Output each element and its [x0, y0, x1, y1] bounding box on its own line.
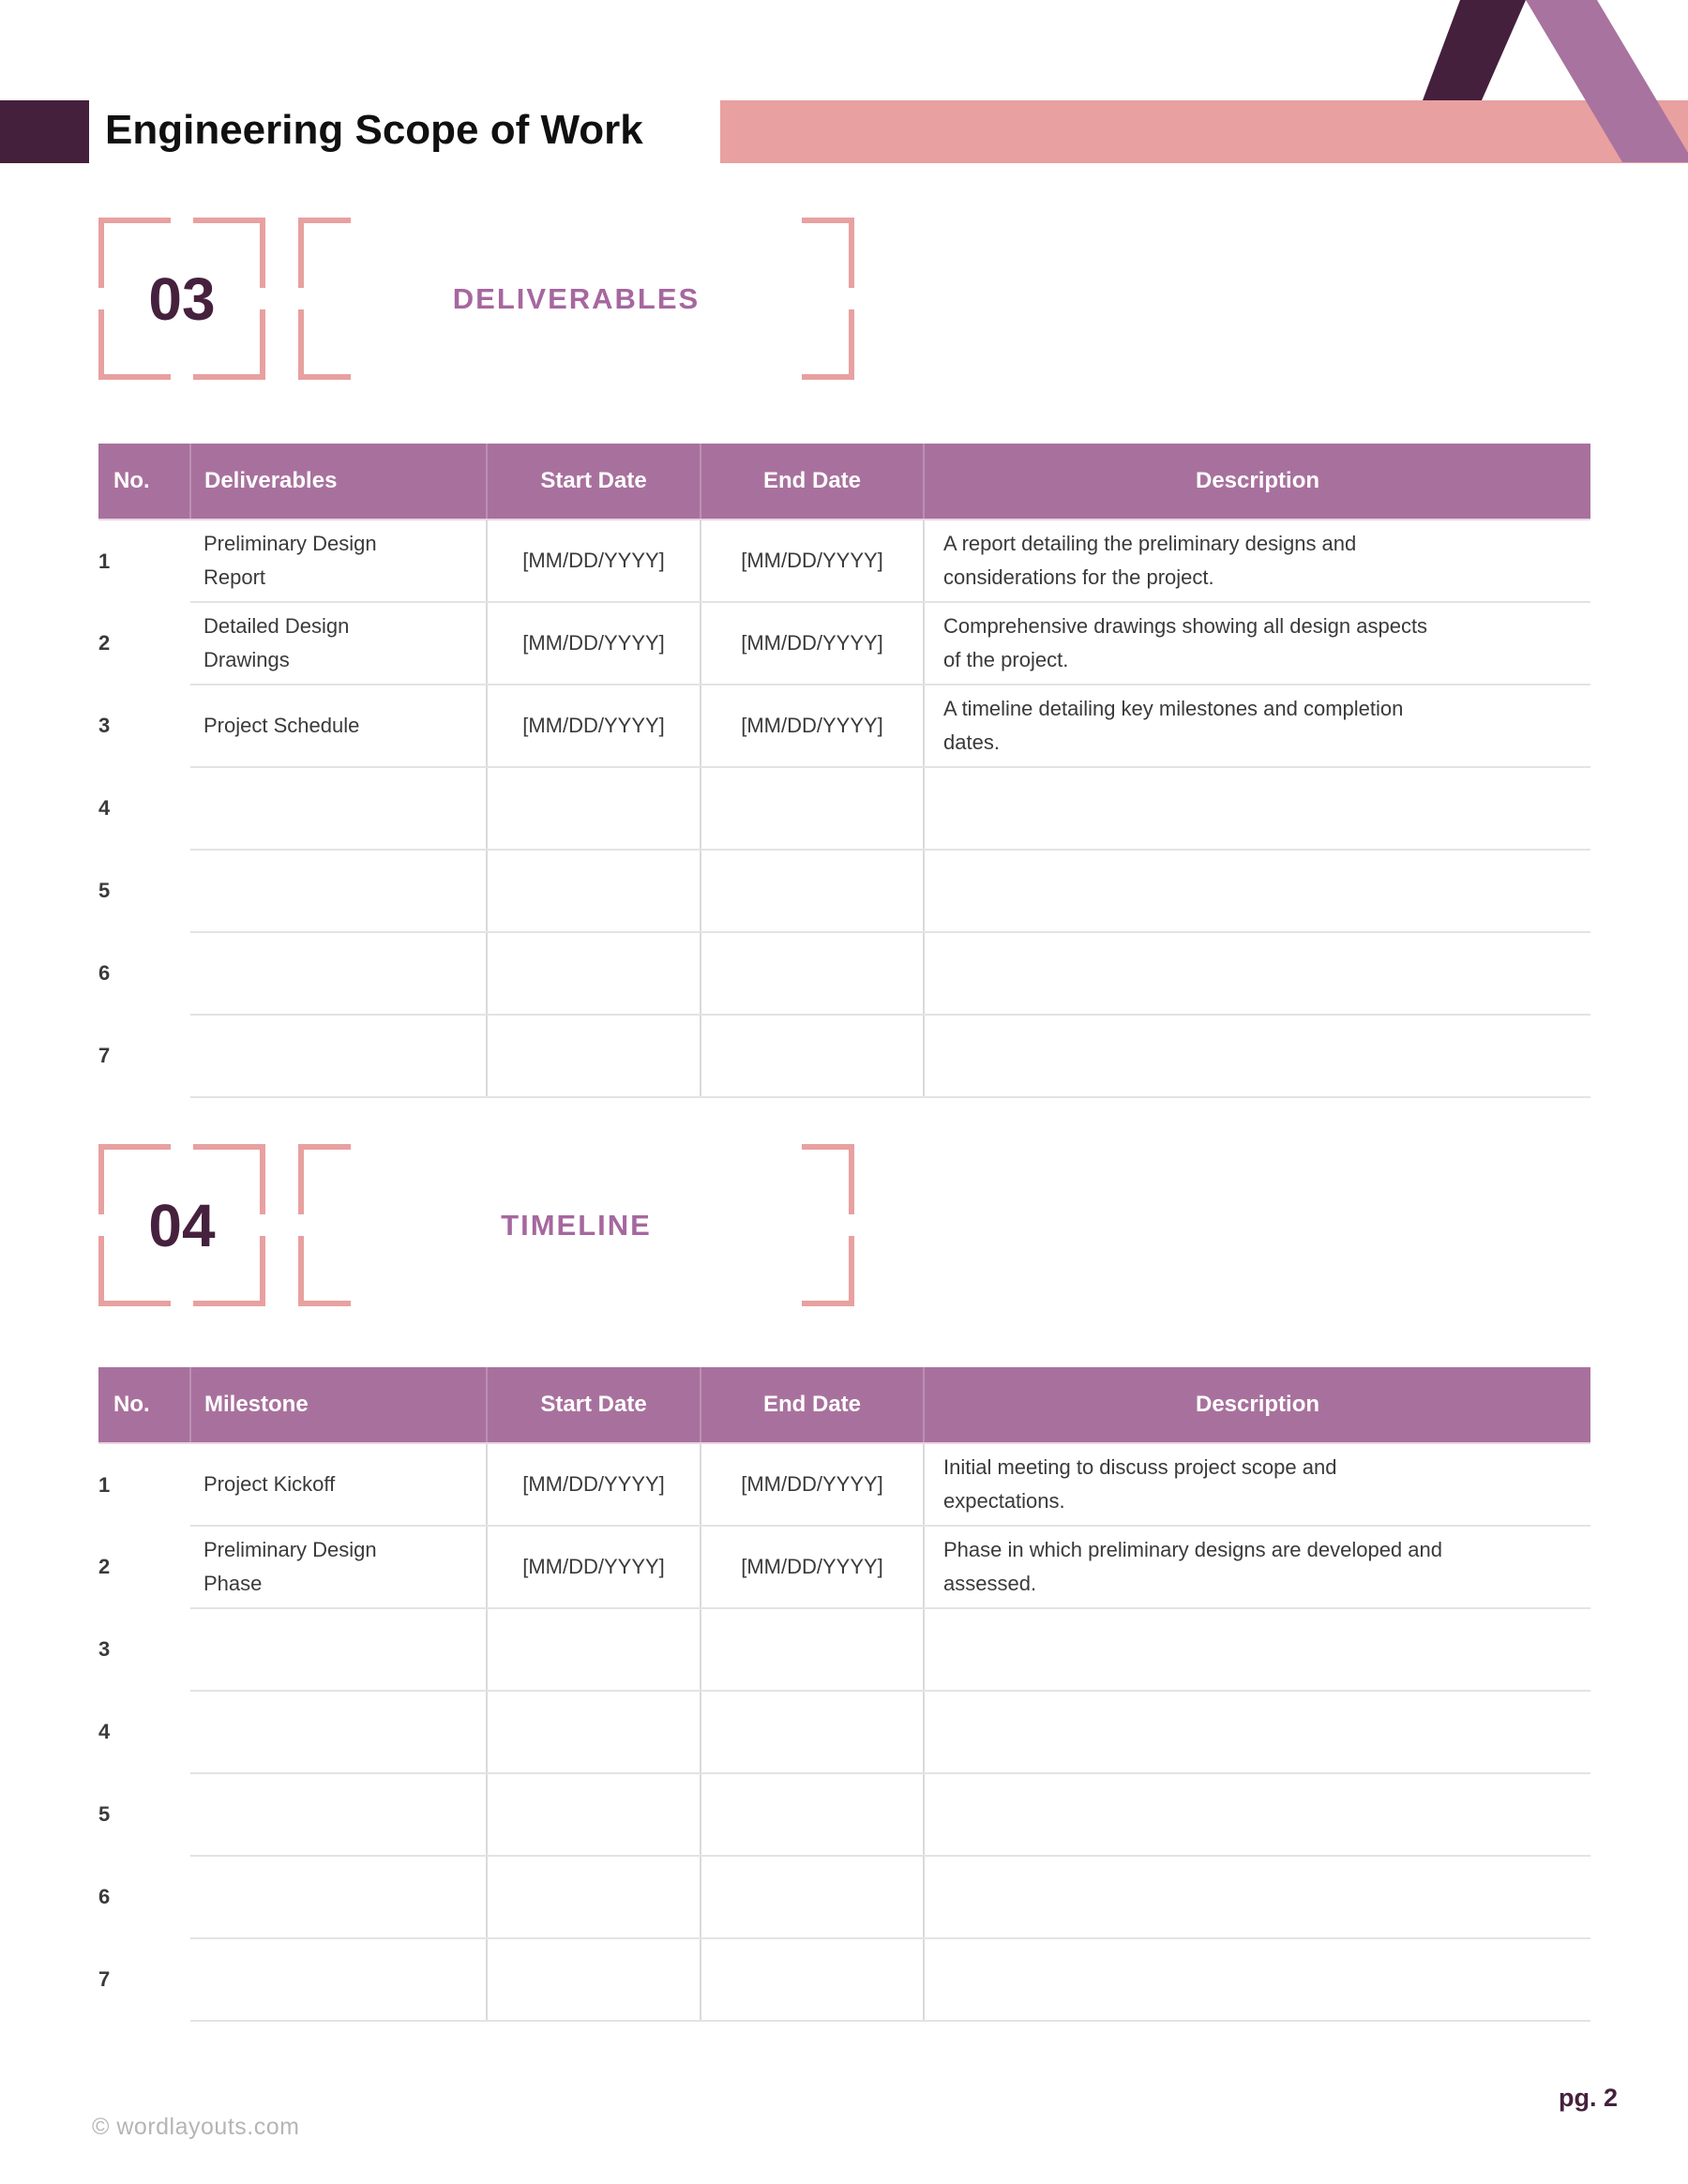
- start-date-cell: [487, 1691, 701, 1773]
- row-number-cell: 5: [98, 879, 111, 902]
- table-row: [98, 1526, 1590, 1608]
- section-title: TIMELINE: [501, 1208, 652, 1242]
- start-date-cell: [487, 850, 701, 932]
- table-row: [98, 932, 1590, 1015]
- start-date-cell: [MM/DD/YYYY]: [487, 1526, 701, 1608]
- item-cell: [190, 1015, 487, 1097]
- table-header-row: [98, 1367, 1590, 1443]
- end-date-cell: [701, 1773, 924, 1856]
- deliverables-table: [98, 444, 1590, 1098]
- header-decoration: [656, 0, 1688, 234]
- cell-text: Phase in which preliminary designs are developed and assessed.: [943, 1538, 1442, 1595]
- item-cell: [190, 1856, 487, 1938]
- item-cell: [190, 1773, 487, 1856]
- start-date-cell: [MM/DD/YYYY]: [487, 520, 701, 602]
- table-header-row: [98, 444, 1590, 520]
- end-date-cell: [701, 932, 924, 1015]
- column-header-startdate: Start Date: [487, 444, 701, 520]
- description-cell: [924, 932, 1590, 1015]
- section-timeline: [0, 1144, 1688, 1306]
- copyright-notice: © wordlayouts.com: [92, 2114, 300, 2140]
- column-header-deliverables: Deliverables: [190, 444, 487, 520]
- section-number-frame: [98, 218, 265, 380]
- item-cell: [190, 932, 487, 1015]
- row-number-cell: 3: [98, 1637, 111, 1661]
- item-cell: [190, 1526, 487, 1608]
- item-cell: [190, 1443, 487, 1526]
- description-cell: [924, 685, 1590, 767]
- row-number-cell: 1: [98, 549, 111, 573]
- section-number-frame: [98, 1144, 265, 1306]
- row-number-cell: 6: [98, 1885, 111, 1908]
- item-cell: [190, 1691, 487, 1773]
- column-header-no: No.: [98, 444, 190, 520]
- start-date-cell: [487, 1773, 701, 1856]
- description-cell: [924, 1443, 1590, 1526]
- cell-text: A timeline detailing key milestones and completion dates.: [943, 697, 1404, 754]
- end-date-cell: [MM/DD/YYYY]: [701, 520, 924, 602]
- cell-text: A report detailing the preliminary designs and considerations for the project.: [943, 532, 1357, 589]
- end-date-cell: [MM/DD/YYYY]: [701, 602, 924, 685]
- description-cell: [924, 1526, 1590, 1608]
- row-number-cell: 4: [98, 1720, 111, 1743]
- section-title-frame: [298, 218, 854, 380]
- table-row: [98, 1443, 1590, 1526]
- section-deliverables: [0, 218, 1688, 380]
- item-cell: [190, 602, 487, 685]
- description-cell: [924, 1691, 1590, 1773]
- item-cell: [190, 685, 487, 767]
- start-date-cell: [MM/DD/YYYY]: [487, 1443, 701, 1526]
- start-date-cell: [487, 932, 701, 1015]
- cell-text: Detailed Design Drawings: [203, 614, 350, 671]
- item-cell: [190, 1938, 487, 2021]
- section-number: 03: [148, 264, 216, 333]
- description-cell: [924, 1856, 1590, 1938]
- description-cell: [924, 602, 1590, 685]
- table-row: [98, 767, 1590, 850]
- end-date-cell: [MM/DD/YYYY]: [701, 1443, 924, 1526]
- row-number-cell: 2: [98, 631, 111, 655]
- description-cell: [924, 1015, 1590, 1097]
- table-row: [98, 520, 1590, 602]
- cell-text: Comprehensive drawings showing all design aspects of the project.: [943, 614, 1428, 671]
- header-accent-square: [0, 100, 89, 163]
- row-number-cell: 2: [98, 1555, 111, 1578]
- section-title: DELIVERABLES: [452, 281, 701, 315]
- start-date-cell: [487, 767, 701, 850]
- row-number-cell: 3: [98, 714, 111, 737]
- page-number: pg. 2: [1558, 2084, 1618, 2112]
- description-cell: [924, 1608, 1590, 1691]
- table-row: [98, 1015, 1590, 1097]
- table-row: [98, 1773, 1590, 1856]
- table-row: [98, 1938, 1590, 2021]
- description-cell: [924, 1938, 1590, 2021]
- section-number: 04: [148, 1191, 216, 1259]
- column-header-description: Description: [924, 444, 1590, 520]
- table-row: [98, 602, 1590, 685]
- item-cell: [190, 520, 487, 602]
- table-row: [98, 850, 1590, 932]
- start-date-cell: [MM/DD/YYYY]: [487, 685, 701, 767]
- cell-text: Preliminary Design Report: [203, 532, 377, 589]
- cell-text: Project Kickoff: [203, 1472, 336, 1496]
- section-title-frame: [298, 1144, 854, 1306]
- start-date-cell: [487, 1856, 701, 1938]
- dark-diagonal-stripe: [1423, 0, 1526, 100]
- cell-text: Preliminary Design Phase: [203, 1538, 377, 1595]
- end-date-cell: [701, 767, 924, 850]
- item-cell: [190, 850, 487, 932]
- end-date-cell: [701, 1015, 924, 1097]
- column-header-enddate: End Date: [701, 444, 924, 520]
- column-header-no: No.: [98, 1367, 190, 1443]
- row-number-cell: 1: [98, 1472, 111, 1497]
- page-title: Engineering Scope of Work: [105, 107, 643, 153]
- column-header-startdate: Start Date: [487, 1367, 701, 1443]
- start-date-cell: [487, 1938, 701, 2021]
- row-number-cell: 5: [98, 1802, 111, 1826]
- column-header-description: Description: [924, 1367, 1590, 1443]
- end-date-cell: [701, 1608, 924, 1691]
- column-header-milestone: Milestone: [190, 1367, 487, 1443]
- start-date-cell: [487, 1608, 701, 1691]
- end-date-cell: [701, 1938, 924, 2021]
- column-header-enddate: End Date: [701, 1367, 924, 1443]
- description-cell: [924, 850, 1590, 932]
- row-number-cell: 6: [98, 961, 111, 985]
- end-date-cell: [MM/DD/YYYY]: [701, 1526, 924, 1608]
- table-row: [98, 1856, 1590, 1938]
- timeline-table: [98, 1367, 1590, 2022]
- description-cell: [924, 767, 1590, 850]
- item-cell: [190, 767, 487, 850]
- end-date-cell: [701, 1856, 924, 1938]
- cell-text: Project Schedule: [203, 714, 360, 737]
- row-number-cell: 4: [98, 796, 111, 820]
- item-cell: [190, 1608, 487, 1691]
- table-row: [98, 1691, 1590, 1773]
- pink-header-bar: [720, 100, 1688, 163]
- cell-text: Initial meeting to discuss project scope and expectations.: [943, 1455, 1337, 1513]
- start-date-cell: [MM/DD/YYYY]: [487, 602, 701, 685]
- table-row: [98, 685, 1590, 767]
- row-number-cell: 7: [98, 1044, 111, 1067]
- description-cell: [924, 1773, 1590, 1856]
- description-cell: [924, 520, 1590, 602]
- table-row: [98, 1608, 1590, 1691]
- end-date-cell: [701, 850, 924, 932]
- row-number-cell: 7: [98, 1967, 111, 1991]
- end-date-cell: [MM/DD/YYYY]: [701, 685, 924, 767]
- start-date-cell: [487, 1015, 701, 1097]
- end-date-cell: [701, 1691, 924, 1773]
